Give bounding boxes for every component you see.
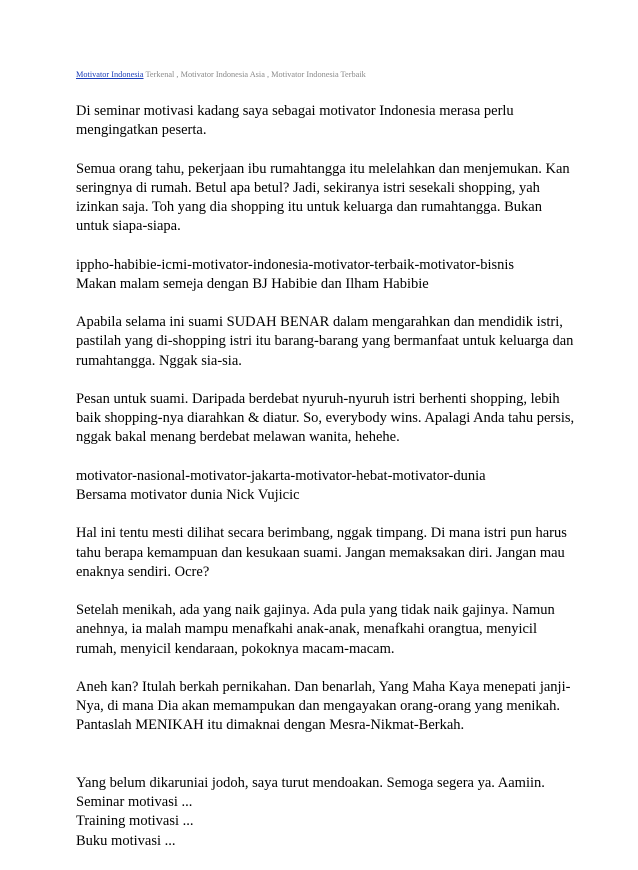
text-line: Apabila selama ini suami SUDAH BENAR dalam mengarahkan dan mendidik istri, — [76, 314, 563, 331]
text-line: Seminar motivasi ... — [76, 794, 193, 811]
text-line: Pantaslah MENIKAH itu dimaknai dengan Mesra-Nikmat-Berkah. — [76, 717, 465, 734]
text-line: ippho-habibie-icmi-motivator-indonesia-motivator-terbaik-motivator-bisnis — [76, 256, 515, 273]
text-line: tahu berapa kemampuan dan kesukaan suami. Jangan memaksakan diri. Jangan mau — [76, 544, 565, 561]
text-line: rumah, menyicil kendaraan, pokoknya macam-macam. — [76, 640, 395, 657]
breadcrumb-text: Terkenal , Motivator Indonesia Asia , Motivator Indonesia Terbaik — [143, 70, 366, 79]
text-line: rumahtangga. Nggak sia-sia. — [76, 352, 242, 369]
paragraph — [76, 102, 576, 140]
text-line: enaknya sendiri. Ocre? — [76, 563, 210, 580]
text-line: seringnya di rumah. Betul apa betul? Jadi, sekiranya istri sesekali shopping, yah — [76, 179, 540, 196]
text-line: untuk siapa-siapa. — [76, 218, 181, 235]
text-line: Yang belum dikaruniai jodoh, saya turut mendoakan. Semoga segera ya. Aamiin. — [76, 774, 545, 791]
text-line: Makan malam semeja dengan BJ Habibie dan Ilham Habibie — [76, 275, 429, 292]
text-line: Buku motivasi ... — [76, 832, 176, 849]
paragraph — [76, 678, 576, 736]
text-line: izinkan saja. Toh yang dia shopping itu untuk keluarga dan rumahtangga. Bukan — [76, 199, 542, 215]
text-line: Bersama motivator dunia Nick Vujicic — [76, 486, 300, 503]
text-line: baik shopping-nya diarahkan & diatur. So, everybody wins. Apalagi Anda tahu persis, — [76, 410, 575, 427]
text-line: Di seminar motivasi kadang saya sebagai motivator Indonesia merasa perlu — [76, 103, 514, 119]
paragraph — [76, 601, 576, 659]
text-line: pastilah yang di-shopping istri itu barang-barang yang bermanfaat untuk keluarga dan — [76, 333, 574, 350]
paragraph — [76, 256, 576, 294]
paragraph — [76, 313, 576, 371]
text-line: motivator-nasional-motivator-jakarta-motivator-hebat-motivator-dunia — [76, 467, 486, 484]
text-line: Setelah menikah, ada yang naik gajinya. Ada pula yang tidak naik gajinya. Namun — [76, 602, 555, 619]
text-line: Semua orang tahu, pekerjaan ibu rumahtangga itu melelahkan dan menjemukan. Kan — [76, 160, 570, 177]
text-line: Hal ini tentu mesti dilihat secara berimbang, nggak timpang. Di mana istri pun harus — [76, 525, 567, 542]
text-line: mengingatkan peserta. — [76, 122, 207, 139]
text-line: Pesan untuk suami. Daripada berdebat nyuruh-nyuruh istri berhenti shopping, lebih — [76, 390, 560, 407]
breadcrumb — [76, 70, 366, 79]
paragraph — [76, 524, 576, 582]
text-line: Nya, di mana Dia akan memampukan dan mengayakan orang-orang yang menikah. — [76, 698, 560, 715]
paragraph — [76, 390, 576, 448]
text-line: nggak bakal menang berdebat melawan wanita, hehehe. — [76, 429, 400, 446]
paragraph — [76, 160, 576, 237]
article-body — [76, 102, 576, 870]
text-line: Training motivasi ... — [76, 813, 194, 830]
text-line: anehnya, ia malah mampu menafkahi anak-anak, menafkahi orangtua, menyicil — [76, 621, 537, 638]
paragraph — [76, 467, 576, 505]
text-line: Aneh kan? Itulah berkah pernikahan. Dan benarlah, Yang Maha Kaya menepati janji- — [76, 678, 571, 695]
breadcrumb-link[interactable]: Motivator Indonesia — [76, 70, 144, 79]
paragraph — [76, 774, 576, 851]
